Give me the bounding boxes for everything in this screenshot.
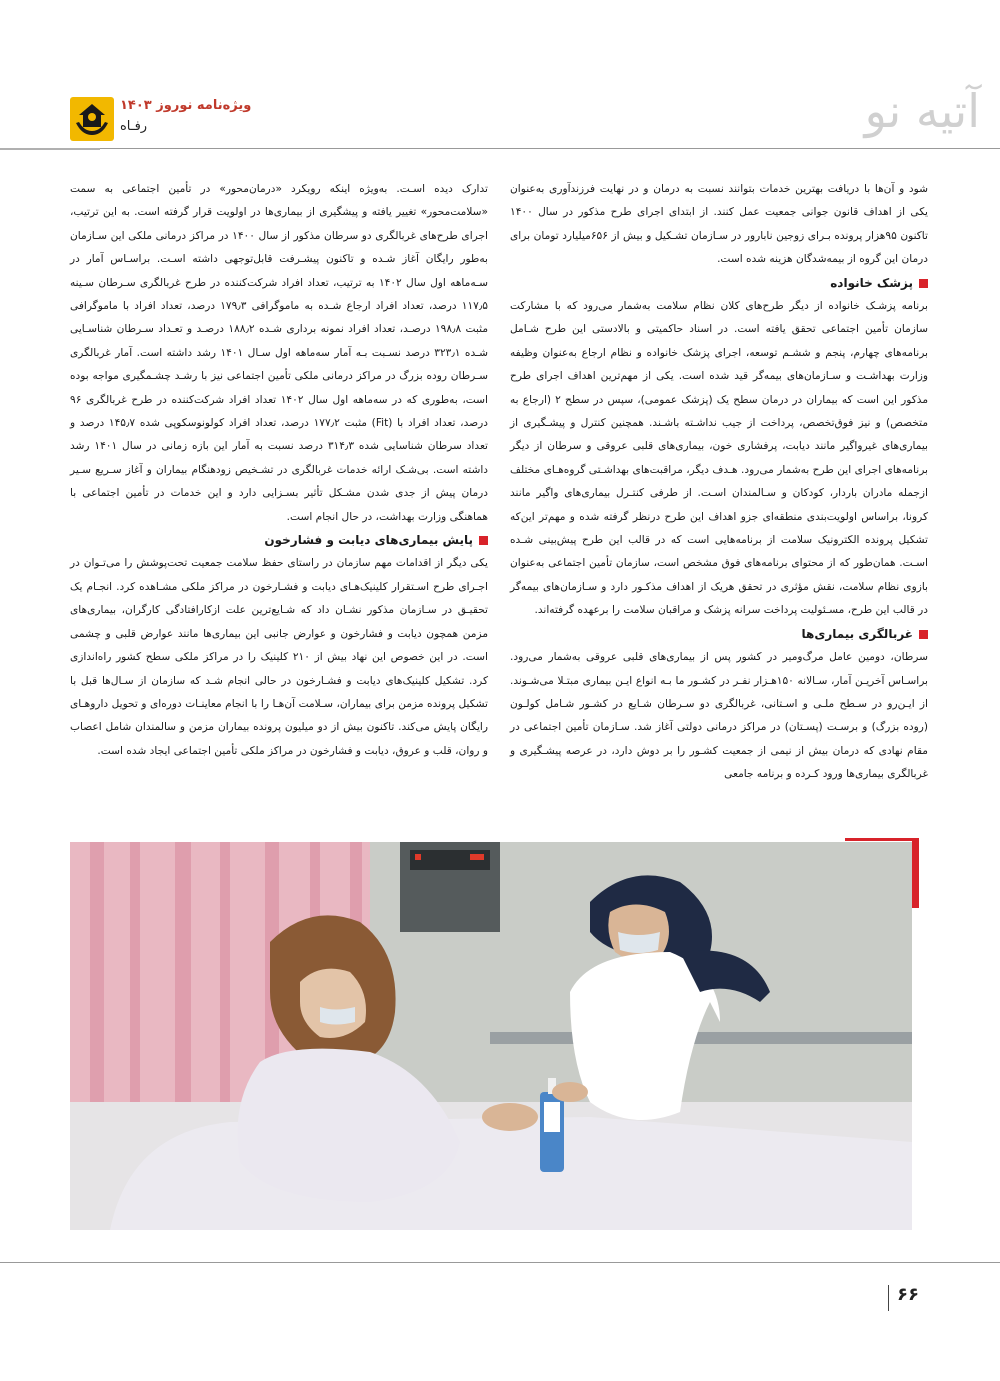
- article-column-right: [510, 178, 928, 787]
- section-label: رفـاه: [120, 119, 148, 134]
- hospital-photo: [70, 842, 912, 1230]
- bullet-square-icon: [479, 536, 488, 545]
- header-rule-accent: [0, 148, 100, 150]
- photo-accent-line: [845, 838, 915, 841]
- masthead-title: آتیه نو: [864, 84, 980, 138]
- bullet-square-icon: [919, 279, 928, 288]
- masthead-logo: [805, 82, 980, 140]
- header-divider: [0, 148, 1000, 149]
- social-security-logo-icon: [70, 97, 114, 141]
- footer-divider: [0, 1262, 1000, 1263]
- subheading-family-physician: [510, 272, 928, 295]
- paragraph: سرطان، دومین عامل مرگ‌ومیر در کشور پس از بیماری‌های قلبی عروقی به‌شمار می‌رود. براسـاس آخریـن آمار، سـالانه ۱۵۰هـزار نفـر در کشـور ما بـه انواع ایـن بیماری مبتـلا می‌شـوند. از ایـن‌رو در سـطح ملـی و اسـتانی، غربالگری دو سـرطان شـایع در کشـور شـامل کولـون (روده بزرگ) و برسـت (پسـتان) در مراکز درمانی دولتی آغاز شد. سـازمان تأمین اجتماعی در مقام نهادی که درمان بیش از نیمی از جمعیت کشـور را بر دوش دارد، در عرصه پیشـگیری و غربالگری بیماری‌ها ورود کـرده و برنامه جامعی: [510, 651, 928, 781]
- paragraph: شود و آن‌ها با دریافت بهترین خدمات بتوانند نسبت به درمان و در نهایت فرزندآوری به‌عنوان یکی از اهداف قانون جوانی جمعیت عمل کنند. از ابتدای اجرای طرح مذکور در سال ۱۴۰۰ تاکنون ۹۵هزار پرونده بـرای زوجین نابارور در سـازمان تشـکیل و بیش از ۶۵۶میلیارد تومان برای درمان این گروه از بیمه‌شدگان هزینه شده است.: [510, 183, 928, 266]
- page-number-separator: [888, 1285, 889, 1311]
- subheading-diabetes-monitoring: [70, 529, 488, 552]
- subheading-screening: [510, 623, 928, 646]
- edition-label: ویژه‌نامه نوروز ۱۴۰۳: [120, 98, 252, 113]
- page-number: ۶۶: [897, 1284, 919, 1305]
- subheading-text: غربالگری بیماری‌ها: [801, 626, 913, 641]
- article-column-left: [70, 178, 488, 763]
- subheading-text: پایش بیماری‌های دیابت و فشارخون: [264, 533, 473, 548]
- subheading-text: پزشک خانواده: [830, 275, 913, 290]
- paragraph: یکی دیگر از اقدامات مهم سازمان در راستای حفظ سلامت جمعیت تحت‌پوشش را می‌تـوان در اجـرای طرح اسـتقرار کلینیک‌هـای دیابت و فشـارخون در مراکز ملکی مشـاهده کرد. انجـام یک تحقیـق در سـازمان مذکور نشـان داد که شـایع‌ترین علت ازکارافتادگی کارگران، بیماری‌های مزمن همچون دیابت و فشارخون و عوارض جانبی این بیماری‌ها مانند عوارض قلبی و چشمی است. در این خصوص این نهاد بیش از ۲۱۰ کلینیک را در مراکز ملکی سطح کشور راه‌اندازی کرد. تشکیل کلینیک‌های دیابت و فشـارخون در حالی انجام شـد که سازمان از سـال‌ها قبل با تشکیل پرونده مزمن برای بیماران، سـلامت آن‌هـا را با انجام معاینـات دوره‌ای و تحویل داروهـای رایگان پایش می‌کند. تاکنون بیش از دو میلیون پرونده بیماران مزمن و سالمندان شامل اعصاب و روان، قلب و عروق، دیابت و فشارخون در مراکز ملکی تأمین اجتماعی ایجاد شده است.: [70, 557, 488, 757]
- paragraph: برنامه پزشـک خانواده از دیگر طرح‌های کلان نظام سلامت به‌شمار می‌رود که با مشارکت سازمان تأمین اجتماعی تحقق یافته است. در اسناد حاکمیتی و بالادستی این طرح شـامل برنامه‌های چهارم، پنجم و ششـم توسعه، اجرای پزشک خانواده و نظام ارجاع به‌عنوان وظیفه وزارت بهداشـت و سـازمان‌های بیمه‌گر قید شده است. یکی از مهم‌ترین اهداف اجرای طرح مذکور این است که بیماران در درمان سطح یک (پزشک عمومی)، سپس در سطح ۲ (ارجاع به متخصص) و نیز فوق‌تخصص، پرداخت از جیب نداشـته باشـند. همچنین کنترل و پیشـگیری از بیماری‌های غیرواگیر مانند دیابت، پرفشاری خون، بیماری‌های قلبی عروقی و سرطان از دیگر برنامه‌های اجرای این طرح به‌شمار می‌رود. هـدف دیگر، مراقبت‌های بهداشـتی گروه‌هـای مختلف ازجمله مادران باردار، کودکان و سـالمندان اسـت. از طرفی کنتـرل بیماری‌های واگیر مانند کرونا، براساس اولویت‌بندی منطقه‌ای جزو اهداف این طرح درنظر گرفته شده و مهم‌تر این‌که تشکیل پرونده الکترونیک سلامت از برنامه‌هایی است که در قالب این طرح پیش‌بینی شـده اسـت. همان‌طور که از محتوای برنامه‌های فوق مشخص است، سازمان تأمین اجتماعی به‌عنوان بازوی نظام سلامت، نقش مؤثری در تحقق هریک از اهداف مذکـور دارد و سـازمان‌های بیمه‌گر در قالب این طرح، مسـئولیت پرداخت سرانه پزشک و مراقبان سلامت را برعهده گرفته‌اند.: [510, 300, 928, 617]
- bullet-square-icon: [919, 630, 928, 639]
- paragraph: تدارک دیده اسـت. به‌ویژه اینکه رویکرد «درمان‌محور» در تأمین اجتماعی به سمت «سلامت‌محور» تغییر یافته و پیشگیری از بیماری‌ها در اولویت قرار گرفته است. به این ترتیب، اجرای طرح‌های غربالگری دو سرطان مذکور از سال ۱۴۰۰ در مراکز درمانی ملکی این سـازمان به‌طور رایگان آغاز شـده و تاکنون پیشـرفت قابل‌توجهی داشته اسـت. براسـاس آمار در سـه‌ماهه اول سال ۱۴۰۲ به ترتیب، تعداد افراد شرکت‌کننده در طرح غربالگری سـرطان سـینه ۱۱۷٫۵ درصد، تعداد افراد ارجاع شـده به ماموگرافی ۱۷۹٫۳ درصد، تعداد افراد با ماموگرافی مثبت ۱۹۸٫۸ درصـد، تعداد افراد نمونه برداری شـده ۱۸۸٫۲ درصـد و تعـداد سـرطان شناسـایی شـده ۳۲۳٫۱ درصد نسـبت بـه آمار سه‌ماهه اول سـال ۱۴۰۱ رشد داشته است. آمار غربالگری سـرطان روده بزرگ در مراکز درمانی ملکی تأمین اجتماعی نیز با رشـد چشـمگیری مواجه بوده است، به‌طوری که در سه‌ماهه اول سال ۱۴۰۲ تعداد افراد شرکت‌کننده در طرح غربالگری ۹۶ درصد، تعداد افراد با (Fit) مثبت ۱۷۷٫۲ درصد، تعداد افراد کولونوسکوپی شده ۱۴۵٫۷ درصد و تعداد سرطان شناسایی شده ۳۱۴٫۳ درصد نسبت به آمار این بازه زمانی در سال ۱۴۰۱ رشد داشته است. بی‌شـک ارائه خدمات غربالگری در تشـخیص زودهنگام بیماران و آغاز سـریع سـیر درمان پیش از جدی شدن مشـکل تأثیر بسـزایی دارد و این خدمات در تأمین اجتماعی با هماهنگی وزارت بهداشت، در حال انجام است.: [70, 183, 489, 523]
- photo-accent-bar: [912, 838, 919, 908]
